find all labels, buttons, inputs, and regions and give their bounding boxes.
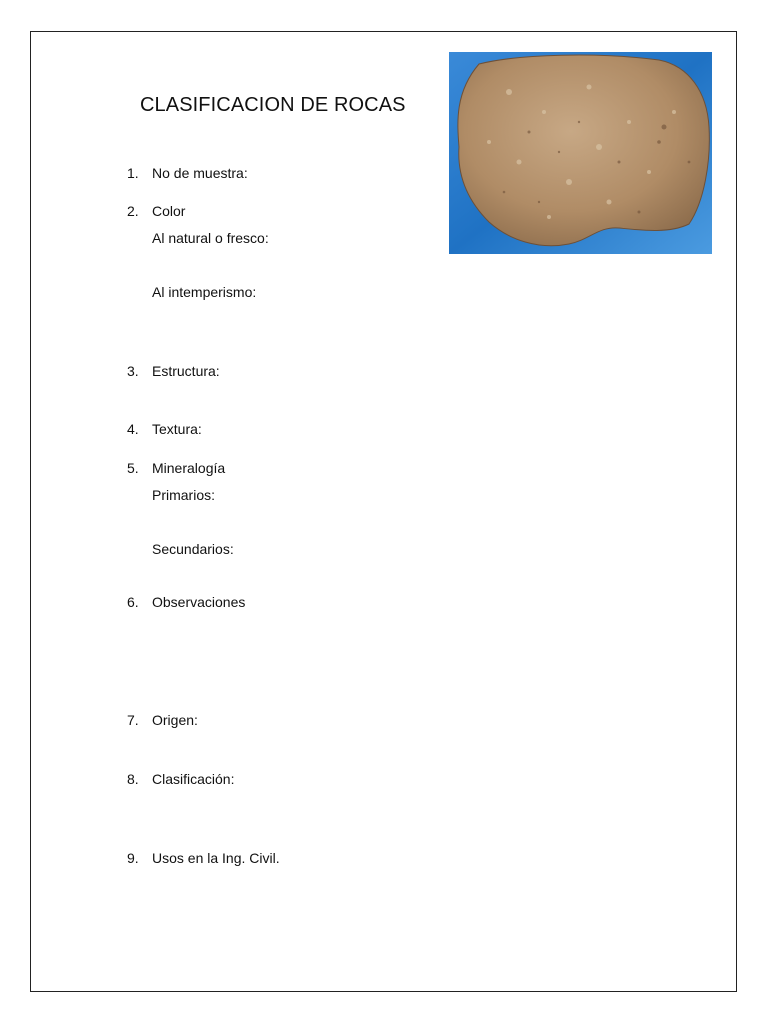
item-number: 3.: [127, 363, 139, 379]
page-title: CLASIFICACION DE ROCAS: [140, 94, 406, 116]
subitem-label: Al natural o fresco:: [152, 230, 269, 246]
rock-sample-photo: [449, 52, 712, 254]
document-page: [30, 31, 737, 992]
item-label: Color: [152, 203, 186, 219]
item-label: Usos en la Ing. Civil.: [152, 850, 280, 866]
item-number: 5.: [127, 460, 139, 476]
item-label: Origen:: [152, 712, 198, 728]
subitem-label: Al intemperismo:: [152, 284, 257, 300]
item-number: 4.: [127, 421, 139, 437]
item-label: No de muestra:: [152, 165, 248, 181]
item-number: 8.: [127, 771, 139, 787]
item-label: Estructura:: [152, 363, 220, 379]
rock-sample-image: [449, 52, 712, 254]
rock-shape: [458, 55, 709, 246]
item-label: Clasificación:: [152, 771, 235, 787]
item-label: Observaciones: [152, 594, 246, 610]
item-label: Textura:: [152, 421, 202, 437]
item-label: Mineralogía: [152, 460, 226, 476]
item-number: 6.: [127, 594, 139, 610]
subitem-label: Secundarios:: [152, 541, 234, 557]
item-number: 1.: [127, 165, 139, 181]
item-number: 2.: [127, 203, 139, 219]
item-number: 9.: [127, 850, 139, 866]
subitem-label: Primarios:: [152, 487, 216, 503]
item-number: 7.: [127, 712, 139, 728]
